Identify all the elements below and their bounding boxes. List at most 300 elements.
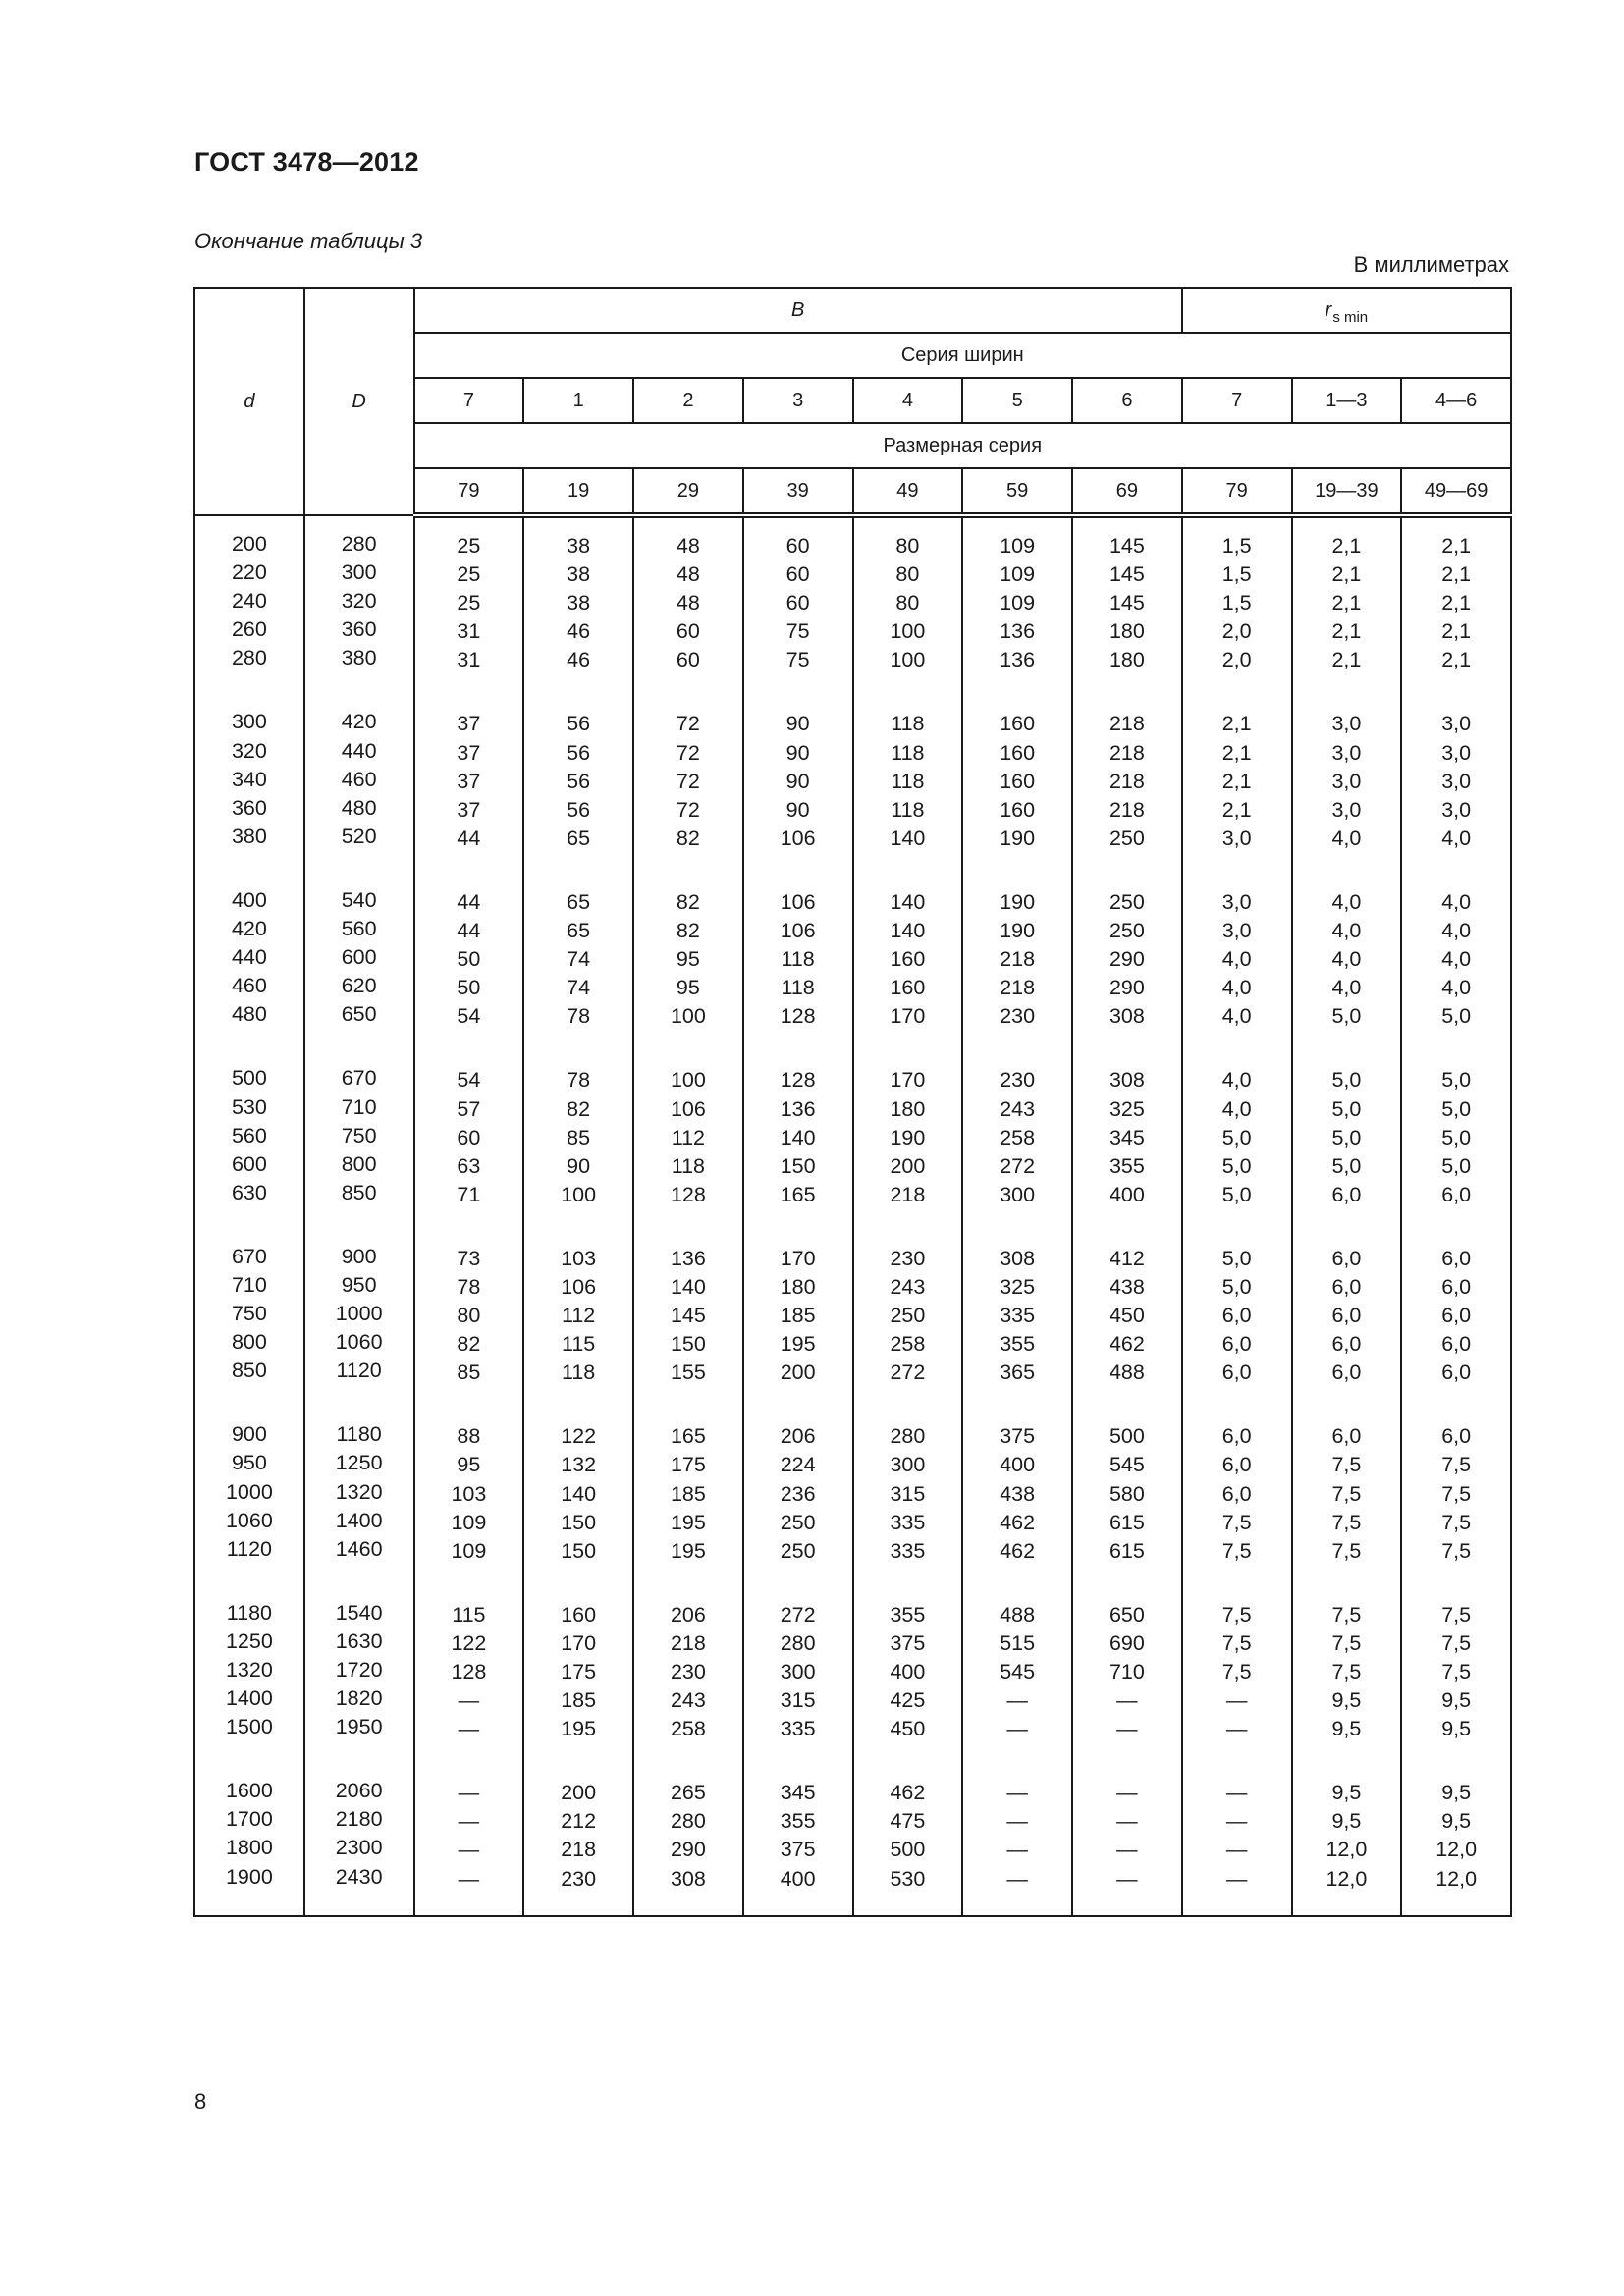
group-spacer xyxy=(854,1387,962,1422)
table-cell: 7,5 xyxy=(1331,1660,1362,1683)
dimension-series-label: Размерная серия xyxy=(414,423,1512,468)
table-cell: 340 xyxy=(231,767,267,791)
table-cell: 46 xyxy=(567,648,591,672)
table-cell: 355 xyxy=(1000,1332,1036,1357)
table-cell: 2,1 xyxy=(1221,769,1252,793)
r-symbol: r xyxy=(1325,298,1332,321)
width-series-cell: 1 xyxy=(523,378,633,423)
group-spacer xyxy=(1073,1566,1181,1601)
table-cell: 5,0 xyxy=(1331,1004,1362,1029)
table-cell: 4,0 xyxy=(1221,1004,1252,1029)
table-cell: 118 xyxy=(891,712,925,736)
table-cell: 44 xyxy=(457,826,481,850)
table-cell: 118 xyxy=(781,976,815,1000)
group-spacer xyxy=(305,1741,413,1777)
table-cell: 280 xyxy=(890,1424,926,1449)
table-cell: 2,0 xyxy=(1221,648,1252,672)
table-cell: 44 xyxy=(457,889,481,914)
table-cell: 200 xyxy=(561,1781,597,1805)
column-r_4-6 xyxy=(1401,515,1511,1916)
table-cell: 170 xyxy=(890,1004,926,1029)
table-cell: 9,5 xyxy=(1441,1688,1472,1713)
table-cell: 140 xyxy=(670,1274,706,1299)
table-cell: 600 xyxy=(231,1151,267,1176)
group-spacer xyxy=(854,674,962,710)
table-cell: 106 xyxy=(780,889,816,914)
group-spacer xyxy=(1183,1387,1291,1422)
table-cell: 1320 xyxy=(225,1658,273,1682)
table-cell: 12,0 xyxy=(1435,1866,1478,1891)
table-cell: 1250 xyxy=(225,1629,273,1653)
table-cell: 7,5 xyxy=(1441,1481,1472,1506)
table-cell: 25 xyxy=(457,562,481,587)
table-cell: 170 xyxy=(561,1630,597,1655)
table-cell: 9,5 xyxy=(1441,1717,1472,1741)
table-cell: 150 xyxy=(561,1538,597,1563)
table-cell: 82 xyxy=(676,919,700,943)
table-cell: 155 xyxy=(670,1361,706,1385)
group-spacer xyxy=(634,853,742,888)
table-cell: 560 xyxy=(231,1123,267,1148)
width-series-cell: 1—3 xyxy=(1292,378,1402,423)
table-cell: 800 xyxy=(341,1151,377,1176)
table-cell: — xyxy=(458,1717,480,1741)
dimension-series-cell: 49 xyxy=(853,468,963,515)
table-cell: 1,5 xyxy=(1221,591,1252,615)
table-cell: 7,5 xyxy=(1331,1481,1362,1506)
table-cell: 545 xyxy=(1000,1660,1036,1683)
document-code: ГОСТ 3478—2012 xyxy=(194,147,419,177)
table-cell: 3,0 xyxy=(1221,826,1252,850)
table-cell: 5,0 xyxy=(1441,1125,1472,1149)
dimension-series-cell: 59 xyxy=(962,468,1072,515)
table-cell: 230 xyxy=(890,1246,926,1270)
table-cell: 57 xyxy=(457,1096,481,1121)
table-cell: 5,0 xyxy=(1221,1246,1252,1270)
table-cell: 12,0 xyxy=(1326,1838,1368,1862)
table-cell: 85 xyxy=(457,1361,481,1385)
table-cell: 258 xyxy=(890,1332,926,1357)
table-cell: 355 xyxy=(1109,1153,1145,1178)
table-cell: 85 xyxy=(567,1125,591,1149)
table-cell: 6,0 xyxy=(1221,1304,1252,1328)
table-cell: 195 xyxy=(670,1510,706,1534)
group-spacer xyxy=(1293,1566,1401,1601)
table-cell: 950 xyxy=(231,1451,267,1475)
table-cell: 290 xyxy=(1109,947,1145,972)
table-cell: 7,5 xyxy=(1331,1538,1362,1563)
table-cell: 1250 xyxy=(335,1451,383,1475)
table-cell: 54 xyxy=(457,1004,481,1029)
table-cell: 88 xyxy=(457,1424,481,1449)
table-cell: 6,0 xyxy=(1441,1182,1472,1206)
table-cell: 6,0 xyxy=(1441,1274,1472,1299)
table-cell: — xyxy=(458,1809,480,1834)
table-cell: 128 xyxy=(780,1004,816,1029)
table-cell: 48 xyxy=(676,562,700,587)
table-cell: 360 xyxy=(231,795,267,820)
table-cell: 224 xyxy=(780,1453,816,1477)
table-cell: 320 xyxy=(341,589,377,614)
table-cell: 31 xyxy=(457,619,481,644)
table-cell: — xyxy=(1006,1781,1028,1805)
group-spacer xyxy=(1402,1031,1510,1066)
table-cell: 515 xyxy=(1000,1630,1036,1655)
table-cell: 4,0 xyxy=(1441,919,1472,943)
table-cell: 690 xyxy=(1109,1630,1145,1655)
table-cell: 218 xyxy=(1109,797,1145,822)
group-spacer xyxy=(1183,853,1291,888)
table-cell: 355 xyxy=(780,1809,816,1834)
width-series-cell: 7 xyxy=(414,378,524,423)
table-cell: 90 xyxy=(785,797,810,822)
table-cell: 400 xyxy=(890,1660,926,1683)
table-cell: 1,5 xyxy=(1221,562,1252,587)
table-cell: 500 xyxy=(231,1066,267,1091)
table-cell: — xyxy=(1006,1838,1028,1862)
table-cell: 5,0 xyxy=(1221,1153,1252,1178)
table-cell: 315 xyxy=(890,1481,926,1506)
table-cell: 109 xyxy=(451,1538,487,1563)
table-cell: 850 xyxy=(231,1359,267,1383)
table-cell: 2430 xyxy=(335,1864,383,1889)
table-cell: 5,0 xyxy=(1221,1125,1252,1149)
table-cell: 106 xyxy=(780,919,816,943)
table-cell: 250 xyxy=(1109,826,1145,850)
table-cell: 95 xyxy=(676,947,700,972)
table-cell: 48 xyxy=(676,591,700,615)
table-cell: 180 xyxy=(890,1096,926,1121)
table-cell: 200 xyxy=(780,1361,816,1385)
group-spacer xyxy=(1293,1031,1401,1066)
group-spacer xyxy=(744,1743,852,1779)
table-cell: 9,5 xyxy=(1331,1781,1362,1805)
table-cell: 65 xyxy=(567,826,591,850)
table-cell: 218 xyxy=(1109,740,1145,765)
table-cell: 5,0 xyxy=(1441,1068,1472,1093)
table-cell: 6,0 xyxy=(1221,1361,1252,1385)
table-cell: 475 xyxy=(890,1809,926,1834)
table-cell: 60 xyxy=(676,648,700,672)
group-spacer xyxy=(1293,674,1401,710)
group-spacer xyxy=(305,1029,413,1064)
table-cell: 2,1 xyxy=(1331,648,1362,672)
header-D: D xyxy=(304,288,414,515)
table-cell: 60 xyxy=(785,591,810,615)
table-cell: 50 xyxy=(457,976,481,1000)
table-cell: 7,5 xyxy=(1441,1510,1472,1534)
table-cell: 400 xyxy=(780,1866,816,1891)
group-spacer xyxy=(415,1743,523,1779)
column-r_7 xyxy=(1182,515,1292,1916)
group-spacer xyxy=(634,1743,742,1779)
table-cell: 4,0 xyxy=(1221,976,1252,1000)
group-spacer xyxy=(634,1031,742,1066)
table-cell: 380 xyxy=(341,646,377,670)
table-cell: 170 xyxy=(780,1246,816,1270)
table-cell: 620 xyxy=(341,974,377,998)
table-cell: 670 xyxy=(231,1244,267,1268)
group-spacer xyxy=(963,853,1071,888)
table-cell: 115 xyxy=(452,1602,486,1627)
table-cell: 850 xyxy=(341,1180,377,1204)
group-spacer xyxy=(195,851,303,886)
table-cell: 80 xyxy=(895,534,920,558)
table-cell: 7,5 xyxy=(1331,1630,1362,1655)
table-cell: 115 xyxy=(561,1332,596,1357)
group-spacer xyxy=(195,1207,303,1243)
table-cell: 190 xyxy=(890,1125,926,1149)
table-cell: 82 xyxy=(676,889,700,914)
table-cell: 128 xyxy=(670,1182,706,1206)
table-cell: 65 xyxy=(567,919,591,943)
width-series-cell: 3 xyxy=(743,378,853,423)
group-spacer xyxy=(744,1566,852,1601)
table-cell: 3,0 xyxy=(1441,712,1472,736)
table-cell: 1900 xyxy=(225,1864,273,1889)
table-cell: 335 xyxy=(890,1510,926,1534)
table-cell: 109 xyxy=(1000,562,1036,587)
table-cell: 2,1 xyxy=(1441,591,1472,615)
table-cell: 5,0 xyxy=(1331,1068,1362,1093)
table-cell: 1820 xyxy=(335,1686,383,1711)
table-cell: 160 xyxy=(561,1602,597,1627)
table-cell: — xyxy=(1006,1688,1028,1713)
table-cell: 78 xyxy=(457,1274,481,1299)
table-cell: 6,0 xyxy=(1221,1424,1252,1449)
width-series-cell: 7 xyxy=(1182,378,1292,423)
table-cell: 78 xyxy=(567,1068,591,1093)
table-cell: 200 xyxy=(890,1153,926,1178)
table-cell: 185 xyxy=(780,1304,816,1328)
table-cell: 580 xyxy=(1109,1481,1145,1506)
table-cell: 12,0 xyxy=(1435,1838,1478,1862)
table-cell: 250 xyxy=(1109,889,1145,914)
table-cell: 280 xyxy=(780,1630,816,1655)
table-cell: 150 xyxy=(670,1332,706,1357)
table-cell: 1,5 xyxy=(1221,534,1252,558)
units-label: В миллиметрах xyxy=(1353,252,1509,277)
table-cell: 375 xyxy=(890,1630,926,1655)
table-cell: 325 xyxy=(1109,1096,1145,1121)
table-cell: 56 xyxy=(567,740,591,765)
group-spacer xyxy=(963,1031,1071,1066)
table-cell: 56 xyxy=(567,712,591,736)
table-cell: 243 xyxy=(1000,1096,1036,1121)
column-B_1 xyxy=(523,515,633,1916)
table-cell: 72 xyxy=(676,769,700,793)
column-D xyxy=(304,515,414,1916)
table-cell: 545 xyxy=(1109,1453,1145,1477)
table-cell: 375 xyxy=(1000,1424,1036,1449)
table-cell: — xyxy=(1225,1866,1248,1891)
table-cell: 160 xyxy=(1000,712,1036,736)
table-cell: 4,0 xyxy=(1441,947,1472,972)
table-cell: 106 xyxy=(561,1274,597,1299)
bearing-dimensions-table xyxy=(193,287,1512,1917)
table-cell: 71 xyxy=(457,1182,481,1206)
table-cell: 220 xyxy=(231,561,267,585)
group-spacer xyxy=(1402,1387,1510,1422)
table-cell: 335 xyxy=(1000,1304,1036,1328)
table-cell: 7,5 xyxy=(1441,1660,1472,1683)
table-cell: 80 xyxy=(457,1304,481,1328)
table-cell: 230 xyxy=(1000,1004,1036,1029)
table-cell: 100 xyxy=(890,648,926,672)
table-cell: 132 xyxy=(561,1453,597,1477)
table-cell: 5,0 xyxy=(1331,1153,1362,1178)
table-cell: 128 xyxy=(780,1068,816,1093)
table-cell: 175 xyxy=(670,1453,706,1477)
table-cell: 530 xyxy=(890,1866,926,1891)
table-cell: 218 xyxy=(1000,947,1036,972)
table-cell: 109 xyxy=(451,1510,487,1534)
table-cell: 3,0 xyxy=(1221,919,1252,943)
table-cell: 218 xyxy=(561,1838,597,1862)
table-cell: 80 xyxy=(895,562,920,587)
table-cell: 136 xyxy=(670,1246,706,1270)
table-cell: 7,5 xyxy=(1331,1602,1362,1627)
group-spacer xyxy=(854,1031,962,1066)
group-spacer xyxy=(963,674,1071,710)
table-cell: 365 xyxy=(1000,1361,1036,1385)
table-cell: 500 xyxy=(1109,1424,1145,1449)
dimension-series-cell: 29 xyxy=(633,468,743,515)
table-cell: 243 xyxy=(890,1274,926,1299)
table-cell: 37 xyxy=(457,740,481,765)
table-cell: 308 xyxy=(1109,1004,1145,1029)
table-cell: 300 xyxy=(341,561,377,585)
table-cell: 710 xyxy=(231,1272,267,1297)
group-spacer xyxy=(744,1209,852,1245)
table-cell: 3,0 xyxy=(1221,889,1252,914)
table-cell: 6,0 xyxy=(1331,1246,1362,1270)
table-cell: 3,0 xyxy=(1331,769,1362,793)
table-cell: 462 xyxy=(1000,1538,1036,1563)
table-cell: 118 xyxy=(891,797,925,822)
group-spacer xyxy=(305,1207,413,1243)
table-cell: 520 xyxy=(341,824,377,848)
table-cell: 2,1 xyxy=(1221,797,1252,822)
table-cell: 38 xyxy=(567,591,591,615)
table-cell: 308 xyxy=(1000,1246,1036,1270)
table-cell: 56 xyxy=(567,769,591,793)
table-cell: 9,5 xyxy=(1331,1688,1362,1713)
group-spacer xyxy=(1293,1209,1401,1245)
table-cell: 290 xyxy=(1109,976,1145,1000)
table-cell: 290 xyxy=(670,1838,706,1862)
table-cell: 6,0 xyxy=(1331,1182,1362,1206)
table-cell: — xyxy=(1116,1838,1138,1862)
table-cell: 4,0 xyxy=(1331,947,1362,972)
table-cell: 308 xyxy=(670,1866,706,1891)
table-cell: — xyxy=(458,1866,480,1891)
table-cell: 218 xyxy=(1000,976,1036,1000)
table-cell: 280 xyxy=(670,1809,706,1834)
table-cell: 3,0 xyxy=(1331,712,1362,736)
table-cell: 272 xyxy=(780,1602,816,1627)
table-cell: 180 xyxy=(1109,619,1145,644)
table-cell: 3,0 xyxy=(1441,740,1472,765)
table-cell: 185 xyxy=(561,1688,597,1713)
table-cell: 438 xyxy=(1000,1481,1036,1506)
group-spacer xyxy=(415,674,523,710)
table-cell: 750 xyxy=(231,1302,267,1326)
table-cell: — xyxy=(1006,1717,1028,1741)
table-cell: 31 xyxy=(457,648,481,672)
column-B_4 xyxy=(853,515,963,1916)
table-cell: 6,0 xyxy=(1331,1424,1362,1449)
table-cell: 6,0 xyxy=(1221,1453,1252,1477)
column-B_5 xyxy=(962,515,1072,1916)
table-cell: 4,0 xyxy=(1221,947,1252,972)
table-cell: 60 xyxy=(785,534,810,558)
group-spacer xyxy=(1073,1387,1181,1422)
table-cell: 5,0 xyxy=(1221,1274,1252,1299)
table-cell: — xyxy=(1116,1866,1138,1891)
table-cell: 360 xyxy=(341,617,377,642)
table-cell: 38 xyxy=(567,562,591,587)
table-cell: 480 xyxy=(341,795,377,820)
group-spacer xyxy=(1073,853,1181,888)
table-cell: 80 xyxy=(895,591,920,615)
group-spacer xyxy=(963,1387,1071,1422)
group-spacer xyxy=(1183,1209,1291,1245)
table-cell: 412 xyxy=(1109,1246,1145,1270)
group-spacer xyxy=(1293,853,1401,888)
table-cell: 462 xyxy=(890,1781,926,1805)
table-cell: 145 xyxy=(1109,562,1145,587)
header-group-B: B xyxy=(414,288,1182,333)
table-cell: 315 xyxy=(780,1688,816,1713)
table-cell: 7,5 xyxy=(1221,1660,1252,1683)
table-cell: 63 xyxy=(457,1153,481,1178)
table-cell: 145 xyxy=(670,1304,706,1328)
table-cell: 230 xyxy=(670,1660,706,1683)
table-cell: 56 xyxy=(567,797,591,822)
table-cell: — xyxy=(1225,1809,1248,1834)
table-cell: 3,0 xyxy=(1441,797,1472,822)
group-spacer xyxy=(305,851,413,886)
table-cell: 2,1 xyxy=(1441,562,1472,587)
table-cell: 9,5 xyxy=(1331,1717,1362,1741)
table-cell: 60 xyxy=(457,1125,481,1149)
table-cell: 140 xyxy=(890,919,926,943)
table-cell: 615 xyxy=(1109,1538,1145,1563)
table-cell: 90 xyxy=(785,769,810,793)
table-data-block xyxy=(194,515,1511,1916)
table-cell: — xyxy=(1225,1838,1248,1862)
table-cell: 2,1 xyxy=(1331,591,1362,615)
table-cell: 230 xyxy=(561,1866,597,1891)
table-cell: 4,0 xyxy=(1331,826,1362,850)
table-cell: 650 xyxy=(341,1002,377,1027)
dimension-series-cell: 69 xyxy=(1072,468,1182,515)
table-cell: 72 xyxy=(676,740,700,765)
table-cell: 195 xyxy=(561,1717,597,1741)
table-cell: 6,0 xyxy=(1331,1274,1362,1299)
group-spacer xyxy=(195,672,303,708)
table-cell: 3,0 xyxy=(1331,797,1362,822)
table-cell: 7,5 xyxy=(1221,1630,1252,1655)
table-cell: 500 xyxy=(890,1838,926,1862)
table-cell: 438 xyxy=(1109,1274,1145,1299)
table-cell: 195 xyxy=(780,1332,816,1357)
table-cell: 800 xyxy=(231,1330,267,1355)
table-cell: — xyxy=(458,1688,480,1713)
table-cell: 75 xyxy=(785,619,810,644)
table-cell: 37 xyxy=(457,797,481,822)
